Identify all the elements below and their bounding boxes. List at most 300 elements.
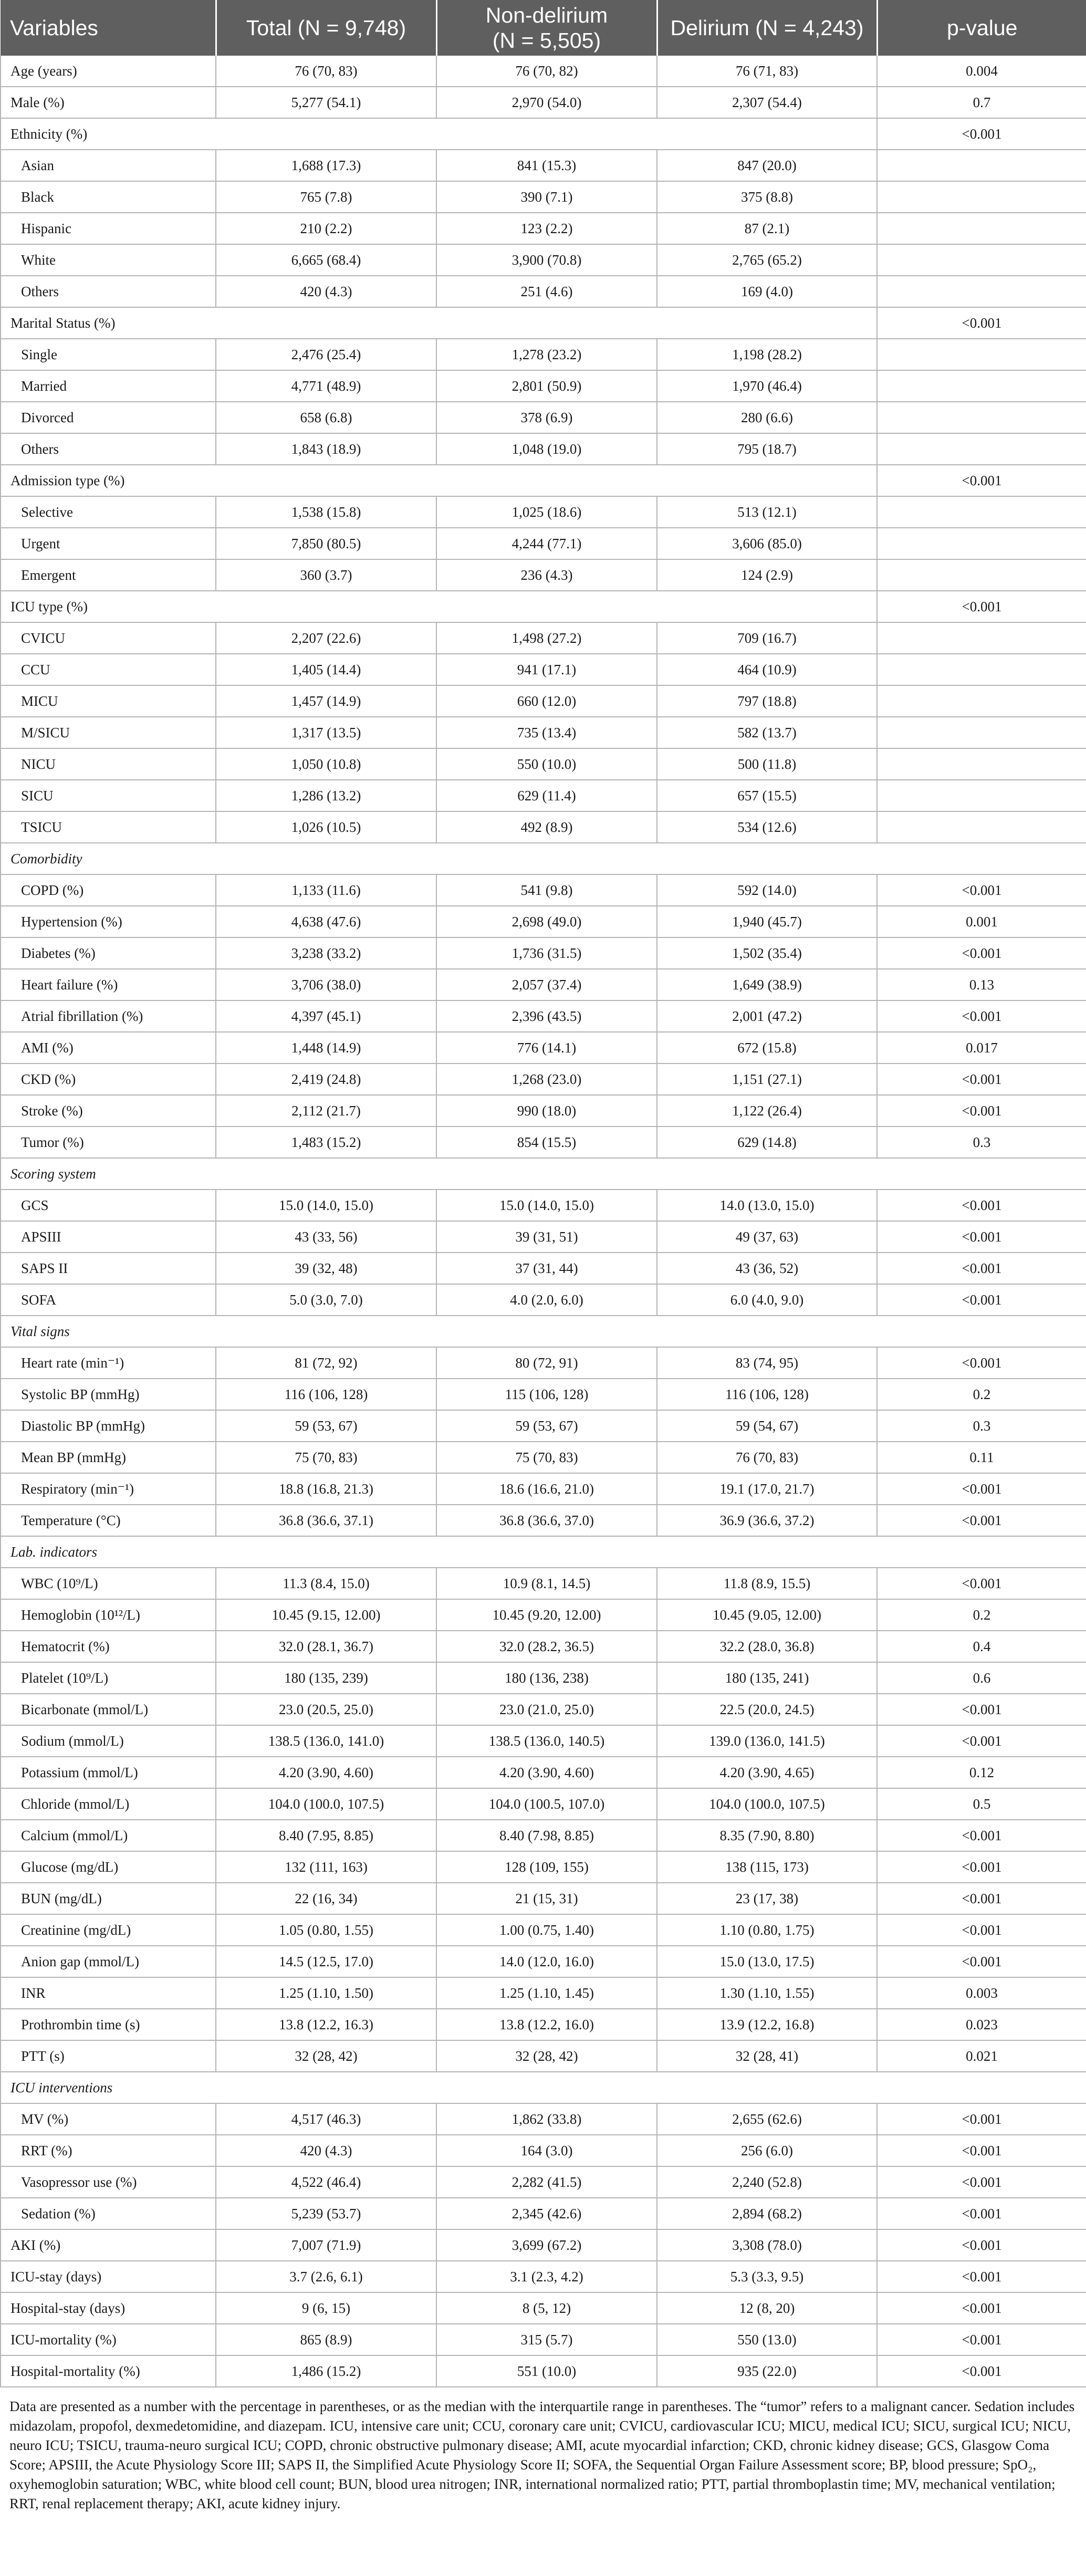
cell-variable: ICU-mortality (%) bbox=[1, 2324, 216, 2355]
table-row bbox=[1, 811, 1086, 843]
cell-p-value: 0.003 bbox=[877, 1977, 1086, 2009]
cell-total: 1,457 (14.9) bbox=[216, 685, 436, 717]
cell-p-value: 0.6 bbox=[877, 1662, 1086, 1694]
cell-total: 132 (111, 163) bbox=[216, 1851, 436, 1883]
table-row bbox=[1, 496, 1086, 528]
cell-delirium: 2,001 (47.2) bbox=[657, 1000, 877, 1032]
cell-p-value bbox=[877, 654, 1086, 685]
section-row bbox=[1, 1536, 1086, 1568]
cell-delirium: 36.9 (36.6, 37.2) bbox=[657, 1505, 877, 1536]
table-row bbox=[1, 213, 1086, 244]
cell-total: 1,286 (13.2) bbox=[216, 780, 436, 811]
cell-total: 1,483 (15.2) bbox=[216, 1127, 436, 1158]
table-row bbox=[1, 2135, 1086, 2166]
cell-variable: Hospital-stay (days) bbox=[1, 2292, 216, 2324]
table-row bbox=[1, 1757, 1086, 1788]
cell-p-value: <0.001 bbox=[877, 1820, 1086, 1851]
table-row bbox=[1, 874, 1086, 906]
cell-total: 32.0 (28.1, 36.7) bbox=[216, 1631, 436, 1662]
cell-p-value: <0.001 bbox=[877, 1914, 1086, 1946]
cell-p-value: 0.017 bbox=[877, 1032, 1086, 1063]
cell-total: 3,238 (33.2) bbox=[216, 937, 436, 969]
cell-delirium: 464 (10.9) bbox=[657, 654, 877, 685]
section-label: ICU interventions bbox=[1, 2072, 1086, 2103]
cell-delirium: 180 (135, 241) bbox=[657, 1662, 877, 1694]
cell-delirium: 87 (2.1) bbox=[657, 213, 877, 244]
table-row bbox=[1, 1599, 1086, 1631]
cell-variable: Glucose (mg/dL) bbox=[1, 1851, 216, 1883]
cell-delirium: 138 (115, 173) bbox=[657, 1851, 877, 1883]
cell-variable: Respiratory (min⁻¹) bbox=[1, 1473, 216, 1505]
cell-total: 1,486 (15.2) bbox=[216, 2355, 436, 2387]
cell-total: 75 (70, 83) bbox=[216, 1442, 436, 1473]
cell-variable: Emergent bbox=[1, 559, 216, 591]
table-row bbox=[1, 56, 1086, 87]
cell-delirium: 709 (16.7) bbox=[657, 622, 877, 654]
cell-total: 1,448 (14.9) bbox=[216, 1032, 436, 1063]
table-row bbox=[1, 748, 1086, 780]
table-row bbox=[1, 1379, 1086, 1410]
cell-delirium: 6.0 (4.0, 9.0) bbox=[657, 1284, 877, 1316]
cell-total: 210 (2.2) bbox=[216, 213, 436, 244]
category-row bbox=[1, 465, 1086, 496]
table-row bbox=[1, 1347, 1086, 1379]
cell-variable: Diastolic BP (mmHg) bbox=[1, 1410, 216, 1442]
cell-variable: PTT (s) bbox=[1, 2040, 216, 2072]
cell-total: 76 (70, 83) bbox=[216, 56, 436, 87]
cell-delirium: 534 (12.6) bbox=[657, 811, 877, 843]
cell-p-value: 0.11 bbox=[877, 1442, 1086, 1473]
cell-total: 360 (3.7) bbox=[216, 559, 436, 591]
cell-variable: TSICU bbox=[1, 811, 216, 843]
cell-total: 6,665 (68.4) bbox=[216, 244, 436, 276]
cell-p-value: <0.001 bbox=[877, 1883, 1086, 1914]
cell-non-delirium: 1,862 (33.8) bbox=[436, 2103, 657, 2135]
section-row bbox=[1, 2072, 1086, 2103]
cell-p-value: <0.001 bbox=[877, 1694, 1086, 1725]
section-label: Comorbidity bbox=[1, 843, 1086, 874]
cell-variable: RRT (%) bbox=[1, 2135, 216, 2166]
cell-non-delirium: 390 (7.1) bbox=[436, 181, 657, 213]
cell-delirium: 1,122 (26.4) bbox=[657, 1095, 877, 1127]
cell-delirium: 49 (37, 63) bbox=[657, 1221, 877, 1253]
cell-non-delirium: 23.0 (21.0, 25.0) bbox=[436, 1694, 657, 1725]
cell-non-delirium: 4.0 (2.0, 6.0) bbox=[436, 1284, 657, 1316]
table-row bbox=[1, 244, 1086, 276]
cell-non-delirium: 104.0 (100.5, 107.0) bbox=[436, 1788, 657, 1820]
cell-variable: Sodium (mmol/L) bbox=[1, 1725, 216, 1757]
cell-delirium: 2,240 (52.8) bbox=[657, 2166, 877, 2198]
table-row bbox=[1, 1883, 1086, 1914]
category-label: Admission type (%) bbox=[1, 465, 877, 496]
cell-p-value: 0.13 bbox=[877, 969, 1086, 1000]
cell-delirium: 169 (4.0) bbox=[657, 276, 877, 307]
cell-variable: Hypertension (%) bbox=[1, 906, 216, 937]
cell-non-delirium: 32.0 (28.2, 36.5) bbox=[436, 1631, 657, 1662]
cell-total: 1,538 (15.8) bbox=[216, 496, 436, 528]
column-header-delirium: Delirium (N = 4,243) bbox=[657, 0, 877, 56]
cell-p-value bbox=[877, 433, 1086, 465]
cell-delirium: 1,970 (46.4) bbox=[657, 370, 877, 402]
cell-total: 1.25 (1.10, 1.50) bbox=[216, 1977, 436, 2009]
cell-variable: GCS bbox=[1, 1190, 216, 1221]
cell-non-delirium: 2,345 (42.6) bbox=[436, 2198, 657, 2229]
cell-p-value: <0.001 bbox=[877, 2292, 1086, 2324]
cell-delirium: 12 (8, 20) bbox=[657, 2292, 877, 2324]
cell-p-value: <0.001 bbox=[877, 937, 1086, 969]
cell-total: 5,277 (54.1) bbox=[216, 87, 436, 118]
cell-total: 4.20 (3.90, 4.60) bbox=[216, 1757, 436, 1788]
table-row bbox=[1, 2324, 1086, 2355]
table-row bbox=[1, 1063, 1086, 1095]
cell-total: 180 (135, 239) bbox=[216, 1662, 436, 1694]
table-row bbox=[1, 528, 1086, 559]
cell-variable: AKI (%) bbox=[1, 2229, 216, 2261]
cell-variable: Divorced bbox=[1, 402, 216, 433]
cell-total: 2,112 (21.7) bbox=[216, 1095, 436, 1127]
cell-delirium: 19.1 (17.0, 21.7) bbox=[657, 1473, 877, 1505]
cell-variable: Hispanic bbox=[1, 213, 216, 244]
cell-variable: WBC (10⁹/L) bbox=[1, 1568, 216, 1599]
cell-variable: Age (years) bbox=[1, 56, 216, 87]
cell-total: 7,850 (80.5) bbox=[216, 528, 436, 559]
cell-delirium: 500 (11.8) bbox=[657, 748, 877, 780]
cell-total: 658 (6.8) bbox=[216, 402, 436, 433]
table-row bbox=[1, 181, 1086, 213]
cell-non-delirium: 236 (4.3) bbox=[436, 559, 657, 591]
cell-non-delirium: 21 (15, 31) bbox=[436, 1883, 657, 1914]
cell-total: 43 (33, 56) bbox=[216, 1221, 436, 1253]
cell-variable: Mean BP (mmHg) bbox=[1, 1442, 216, 1473]
cell-variable: CCU bbox=[1, 654, 216, 685]
cell-delirium: 4.20 (3.90, 4.65) bbox=[657, 1757, 877, 1788]
cell-delirium: 116 (106, 128) bbox=[657, 1379, 877, 1410]
cell-delirium: 935 (22.0) bbox=[657, 2355, 877, 2387]
cell-p-value: 0.2 bbox=[877, 1379, 1086, 1410]
cell-p-value bbox=[877, 213, 1086, 244]
cell-non-delirium: 1,278 (23.2) bbox=[436, 339, 657, 370]
cell-delirium: 375 (8.8) bbox=[657, 181, 877, 213]
cell-non-delirium: 39 (31, 51) bbox=[436, 1221, 657, 1253]
cell-total: 1,050 (10.8) bbox=[216, 748, 436, 780]
cell-delirium: 3,606 (85.0) bbox=[657, 528, 877, 559]
cell-non-delirium: 1.25 (1.10, 1.45) bbox=[436, 1977, 657, 2009]
cell-p-value: <0.001 bbox=[877, 1253, 1086, 1284]
cell-variable: Diabetes (%) bbox=[1, 937, 216, 969]
cell-non-delirium: 10.45 (9.20, 12.00) bbox=[436, 1599, 657, 1631]
column-header-variables: Variables bbox=[1, 0, 216, 56]
cell-total: 9 (6, 15) bbox=[216, 2292, 436, 2324]
cell-total: 1.05 (0.80, 1.55) bbox=[216, 1914, 436, 1946]
cell-non-delirium: 378 (6.9) bbox=[436, 402, 657, 433]
cell-variable: Tumor (%) bbox=[1, 1127, 216, 1158]
cell-total: 4,517 (46.3) bbox=[216, 2103, 436, 2135]
cell-non-delirium: 37 (31, 44) bbox=[436, 1253, 657, 1284]
table-row bbox=[1, 1190, 1086, 1221]
category-label: Marital Status (%) bbox=[1, 307, 877, 339]
cell-p-value: <0.001 bbox=[877, 1473, 1086, 1505]
cell-variable: Heart rate (min⁻¹) bbox=[1, 1347, 216, 1379]
table-row bbox=[1, 1914, 1086, 1946]
section-row bbox=[1, 1158, 1086, 1190]
cell-p-value: <0.001 bbox=[877, 307, 1086, 339]
cell-p-value: <0.001 bbox=[877, 118, 1086, 150]
cell-p-value bbox=[877, 717, 1086, 748]
cell-p-value: <0.001 bbox=[877, 2135, 1086, 2166]
cell-variable: Systolic BP (mmHg) bbox=[1, 1379, 216, 1410]
cell-variable: Hematocrit (%) bbox=[1, 1631, 216, 1662]
cell-p-value: <0.001 bbox=[877, 2229, 1086, 2261]
cell-non-delirium: 115 (106, 128) bbox=[436, 1379, 657, 1410]
cell-p-value: <0.001 bbox=[877, 1851, 1086, 1883]
table-row bbox=[1, 937, 1086, 969]
table-row bbox=[1, 370, 1086, 402]
cell-total: 15.0 (14.0, 15.0) bbox=[216, 1190, 436, 1221]
table-row bbox=[1, 87, 1086, 118]
cell-variable: APSIII bbox=[1, 1221, 216, 1253]
cell-p-value bbox=[877, 528, 1086, 559]
cell-p-value: <0.001 bbox=[877, 1095, 1086, 1127]
table-row bbox=[1, 2355, 1086, 2387]
cell-non-delirium: 75 (70, 83) bbox=[436, 1442, 657, 1473]
table-row bbox=[1, 969, 1086, 1000]
cell-delirium: 83 (74, 95) bbox=[657, 1347, 877, 1379]
cell-delirium: 1.10 (0.80, 1.75) bbox=[657, 1914, 877, 1946]
cell-variable: Bicarbonate (mmol/L) bbox=[1, 1694, 216, 1725]
table-row bbox=[1, 402, 1086, 433]
cell-delirium: 10.45 (9.05, 12.00) bbox=[657, 1599, 877, 1631]
cell-p-value: 0.12 bbox=[877, 1757, 1086, 1788]
cell-variable: Hemoglobin (10¹²/L) bbox=[1, 1599, 216, 1631]
cell-non-delirium: 2,698 (49.0) bbox=[436, 906, 657, 937]
cell-total: 32 (28, 42) bbox=[216, 2040, 436, 2072]
cell-p-value: 0.4 bbox=[877, 1631, 1086, 1662]
cell-non-delirium: 1.00 (0.75, 1.40) bbox=[436, 1914, 657, 1946]
cell-delirium: 280 (6.6) bbox=[657, 402, 877, 433]
cell-variable: Anion gap (mmol/L) bbox=[1, 1946, 216, 1977]
cell-p-value: <0.001 bbox=[877, 1063, 1086, 1095]
table-row bbox=[1, 717, 1086, 748]
cell-delirium: 3,308 (78.0) bbox=[657, 2229, 877, 2261]
cell-total: 22 (16, 34) bbox=[216, 1883, 436, 1914]
cell-p-value: <0.001 bbox=[877, 2324, 1086, 2355]
cell-total: 420 (4.3) bbox=[216, 276, 436, 307]
table-row bbox=[1, 906, 1086, 937]
cell-p-value bbox=[877, 622, 1086, 654]
column-header-total: Total (N = 9,748) bbox=[216, 0, 436, 56]
cell-delirium: 592 (14.0) bbox=[657, 874, 877, 906]
cell-non-delirium: 4.20 (3.90, 4.60) bbox=[436, 1757, 657, 1788]
cell-total: 13.8 (12.2, 16.3) bbox=[216, 2009, 436, 2040]
cell-total: 5,239 (53.7) bbox=[216, 2198, 436, 2229]
cell-p-value: <0.001 bbox=[877, 874, 1086, 906]
cell-p-value: <0.001 bbox=[877, 2355, 1086, 2387]
cell-total: 1,843 (18.9) bbox=[216, 433, 436, 465]
table-row bbox=[1, 685, 1086, 717]
cell-p-value bbox=[877, 339, 1086, 370]
cell-delirium: 43 (36, 52) bbox=[657, 1253, 877, 1284]
table-row bbox=[1, 2009, 1086, 2040]
table-row bbox=[1, 1127, 1086, 1158]
cell-p-value: <0.001 bbox=[877, 1946, 1086, 1977]
cell-non-delirium: 315 (5.7) bbox=[436, 2324, 657, 2355]
table-header bbox=[1, 0, 1086, 56]
cell-p-value: <0.001 bbox=[877, 2166, 1086, 2198]
section-label: Vital signs bbox=[1, 1316, 1086, 1347]
cell-p-value bbox=[877, 685, 1086, 717]
category-label: Ethnicity (%) bbox=[1, 118, 877, 150]
table-row bbox=[1, 1284, 1086, 1316]
cell-non-delirium: 3,900 (70.8) bbox=[436, 244, 657, 276]
column-header-non-delirium: Non-delirium (N = 5,505) bbox=[436, 0, 657, 56]
table-row bbox=[1, 2040, 1086, 2072]
cell-p-value bbox=[877, 244, 1086, 276]
section-label: Scoring system bbox=[1, 1158, 1086, 1190]
cell-non-delirium: 3.1 (2.3, 4.2) bbox=[436, 2261, 657, 2292]
cell-non-delirium: 8 (5, 12) bbox=[436, 2292, 657, 2324]
cell-p-value: 0.5 bbox=[877, 1788, 1086, 1820]
cell-p-value: <0.001 bbox=[877, 1000, 1086, 1032]
cell-p-value bbox=[877, 559, 1086, 591]
cell-total: 2,419 (24.8) bbox=[216, 1063, 436, 1095]
cell-non-delirium: 2,057 (37.4) bbox=[436, 969, 657, 1000]
cell-variable: Prothrombin time (s) bbox=[1, 2009, 216, 2040]
cell-p-value: <0.001 bbox=[877, 2198, 1086, 2229]
cell-total: 116 (106, 128) bbox=[216, 1379, 436, 1410]
cell-delirium: 22.5 (20.0, 24.5) bbox=[657, 1694, 877, 1725]
cell-variable: Calcium (mmol/L) bbox=[1, 1820, 216, 1851]
cell-variable: ICU-stay (days) bbox=[1, 2261, 216, 2292]
cell-variable: SOFA bbox=[1, 1284, 216, 1316]
table-row bbox=[1, 1788, 1086, 1820]
table-row bbox=[1, 433, 1086, 465]
table-row bbox=[1, 1851, 1086, 1883]
cell-variable: Sedation (%) bbox=[1, 2198, 216, 2229]
cell-p-value: 0.2 bbox=[877, 1599, 1086, 1631]
cell-total: 3,706 (38.0) bbox=[216, 969, 436, 1000]
table-row bbox=[1, 1095, 1086, 1127]
cell-total: 18.8 (16.8, 21.3) bbox=[216, 1473, 436, 1505]
cell-non-delirium: 3,699 (67.2) bbox=[436, 2229, 657, 2261]
table-row bbox=[1, 1473, 1086, 1505]
cell-non-delirium: 492 (8.9) bbox=[436, 811, 657, 843]
cell-variable: Temperature (°C) bbox=[1, 1505, 216, 1536]
cell-p-value bbox=[877, 780, 1086, 811]
cell-p-value: <0.001 bbox=[877, 1221, 1086, 1253]
cell-variable: Single bbox=[1, 339, 216, 370]
cell-non-delirium: 1,025 (18.6) bbox=[436, 496, 657, 528]
cell-delirium: 139.0 (136.0, 141.5) bbox=[657, 1725, 877, 1757]
cell-non-delirium: 180 (136, 238) bbox=[436, 1662, 657, 1694]
cell-total: 59 (53, 67) bbox=[216, 1410, 436, 1442]
cell-non-delirium: 541 (9.8) bbox=[436, 874, 657, 906]
cell-p-value: <0.001 bbox=[877, 1347, 1086, 1379]
table-row bbox=[1, 1442, 1086, 1473]
cell-variable: Male (%) bbox=[1, 87, 216, 118]
cell-delirium: 550 (13.0) bbox=[657, 2324, 877, 2355]
cell-p-value: <0.001 bbox=[877, 1284, 1086, 1316]
table-row bbox=[1, 276, 1086, 307]
table-row bbox=[1, 622, 1086, 654]
cell-variable: MV (%) bbox=[1, 2103, 216, 2135]
cell-variable: CKD (%) bbox=[1, 1063, 216, 1095]
cell-delirium: 797 (18.8) bbox=[657, 685, 877, 717]
cell-delirium: 847 (20.0) bbox=[657, 150, 877, 181]
table-row bbox=[1, 2229, 1086, 2261]
cell-variable: Stroke (%) bbox=[1, 1095, 216, 1127]
cell-non-delirium: 8.40 (7.98, 8.85) bbox=[436, 1820, 657, 1851]
cell-variable: Creatinine (mg/dL) bbox=[1, 1914, 216, 1946]
cell-non-delirium: 10.9 (8.1, 14.5) bbox=[436, 1568, 657, 1599]
cell-non-delirium: 660 (12.0) bbox=[436, 685, 657, 717]
cell-total: 2,207 (22.6) bbox=[216, 622, 436, 654]
table-row bbox=[1, 1221, 1086, 1253]
cell-non-delirium: 941 (17.1) bbox=[436, 654, 657, 685]
cell-non-delirium: 990 (18.0) bbox=[436, 1095, 657, 1127]
cell-variable: M/SICU bbox=[1, 717, 216, 748]
cell-delirium: 582 (13.7) bbox=[657, 717, 877, 748]
category-row bbox=[1, 118, 1086, 150]
cell-non-delirium: 841 (15.3) bbox=[436, 150, 657, 181]
cell-delirium: 5.3 (3.3, 9.5) bbox=[657, 2261, 877, 2292]
table-row bbox=[1, 150, 1086, 181]
table-row bbox=[1, 1694, 1086, 1725]
table-row bbox=[1, 1032, 1086, 1063]
table-body bbox=[1, 56, 1086, 2387]
column-header-p-value: p-value bbox=[877, 0, 1086, 56]
table-row bbox=[1, 1725, 1086, 1757]
cell-non-delirium: 1,498 (27.2) bbox=[436, 622, 657, 654]
cell-non-delirium: 80 (72, 91) bbox=[436, 1347, 657, 1379]
cell-variable: NICU bbox=[1, 748, 216, 780]
cell-total: 11.3 (8.4, 15.0) bbox=[216, 1568, 436, 1599]
table-row bbox=[1, 1977, 1086, 2009]
table-row bbox=[1, 1410, 1086, 1442]
cell-variable: Platelet (10⁹/L) bbox=[1, 1662, 216, 1694]
cell-non-delirium: 32 (28, 42) bbox=[436, 2040, 657, 2072]
table-row bbox=[1, 1505, 1086, 1536]
cell-non-delirium: 1,736 (31.5) bbox=[436, 937, 657, 969]
cell-p-value bbox=[877, 496, 1086, 528]
cell-p-value bbox=[877, 276, 1086, 307]
cell-delirium: 13.9 (12.2, 16.8) bbox=[657, 2009, 877, 2040]
table-row bbox=[1, 2198, 1086, 2229]
cell-variable: Asian bbox=[1, 150, 216, 181]
cell-non-delirium: 551 (10.0) bbox=[436, 2355, 657, 2387]
cell-variable: Urgent bbox=[1, 528, 216, 559]
cell-total: 4,522 (46.4) bbox=[216, 2166, 436, 2198]
cell-p-value: 0.021 bbox=[877, 2040, 1086, 2072]
cell-p-value: 0.3 bbox=[877, 1127, 1086, 1158]
cell-total: 14.5 (12.5, 17.0) bbox=[216, 1946, 436, 1977]
cell-total: 1,317 (13.5) bbox=[216, 717, 436, 748]
cell-variable: SICU bbox=[1, 780, 216, 811]
cell-p-value bbox=[877, 402, 1086, 433]
cell-variable: White bbox=[1, 244, 216, 276]
cell-total: 10.45 (9.15, 12.00) bbox=[216, 1599, 436, 1631]
cell-total: 81 (72, 92) bbox=[216, 1347, 436, 1379]
cell-total: 420 (4.3) bbox=[216, 2135, 436, 2166]
cell-variable: Potassium (mmol/L) bbox=[1, 1757, 216, 1788]
cell-delirium: 1.30 (1.10, 1.55) bbox=[657, 1977, 877, 2009]
table-row bbox=[1, 339, 1086, 370]
category-row bbox=[1, 307, 1086, 339]
cell-delirium: 256 (6.0) bbox=[657, 2135, 877, 2166]
cell-delirium: 1,502 (35.4) bbox=[657, 937, 877, 969]
cell-p-value: 0.001 bbox=[877, 906, 1086, 937]
cell-variable: Chloride (mmol/L) bbox=[1, 1788, 216, 1820]
cell-non-delirium: 1,048 (19.0) bbox=[436, 433, 657, 465]
